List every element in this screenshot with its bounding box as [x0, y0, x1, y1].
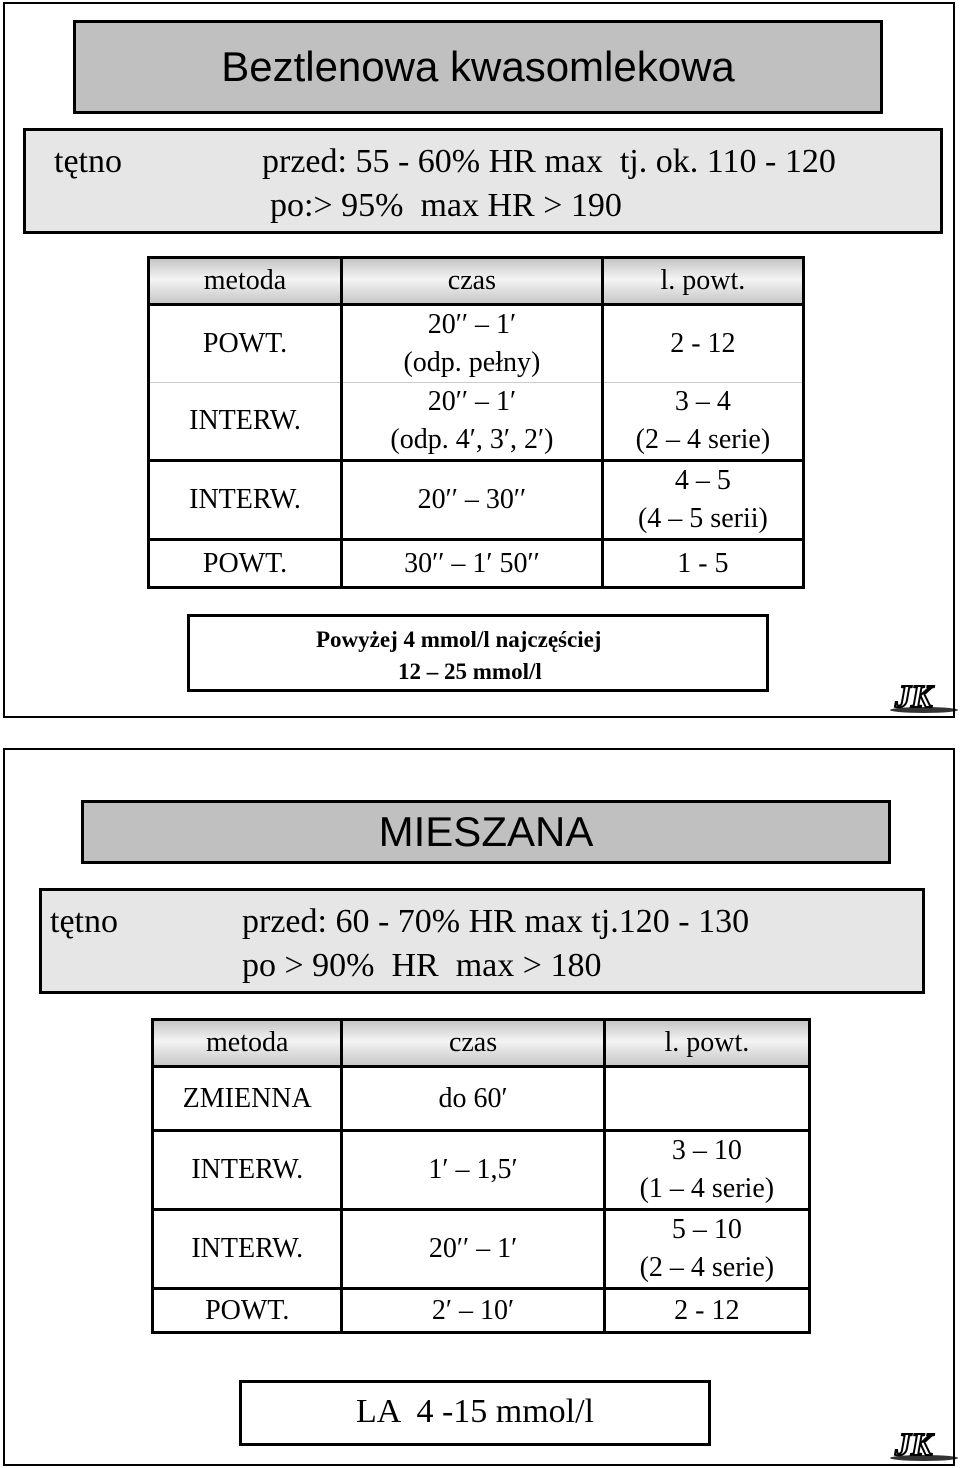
- header-time: czas: [342, 1020, 604, 1067]
- cell-reps: 2 - 12: [602, 305, 803, 383]
- slide-2-title: MIESZANA: [378, 808, 594, 855]
- header-method: metoda: [149, 258, 342, 305]
- cell-method: ZMIENNA: [153, 1067, 342, 1131]
- note-line-2: 12 – 25 mmol/l: [398, 659, 542, 684]
- pulse-before: przed: 55 - 60% HR max tj. ok. 110 - 120: [262, 143, 836, 180]
- cell-reps: 3 – 10 (1 – 4 serie): [604, 1131, 809, 1210]
- slide-2: [3, 748, 955, 1466]
- pulse-label: tętno: [50, 903, 118, 940]
- slide-2-title-box: [81, 800, 891, 864]
- slide-2-pulse-box: [39, 888, 925, 994]
- header-reps: l. powt.: [602, 258, 803, 305]
- cell-time: 30′′ – 1′ 50′′: [342, 540, 603, 588]
- cell-method: INTERW.: [149, 461, 342, 540]
- cell-reps: 2 - 12: [604, 1289, 809, 1333]
- slide-2-training-table: [151, 1018, 811, 1334]
- slide-1-training-table: [147, 256, 805, 589]
- cell-reps: 5 – 10 (2 – 4 serie): [604, 1210, 809, 1289]
- pulse-after: po:> 95% max HR > 190: [270, 187, 622, 224]
- slide-1-title: Beztlenowa kwasomlekowa: [221, 43, 735, 90]
- table-row: [149, 305, 804, 383]
- table-row: [149, 540, 804, 588]
- cell-method: INTERW.: [149, 383, 342, 461]
- cell-time: 20′′ – 1′ (odp. pełny): [342, 305, 603, 383]
- cell-method: INTERW.: [153, 1131, 342, 1210]
- cell-time: 2′ – 10′: [342, 1289, 604, 1333]
- slide-1-pulse-box: [23, 128, 943, 234]
- cell-reps: 4 – 5 (4 – 5 serii): [602, 461, 803, 540]
- cell-method: POWT.: [153, 1289, 342, 1333]
- cell-time: 20′′ – 1′: [342, 1210, 604, 1289]
- cell-time: do 60′: [342, 1067, 604, 1131]
- cell-time: 1′ – 1,5′: [342, 1131, 604, 1210]
- table-header-row: [149, 258, 804, 305]
- slide-1-note-box: [187, 614, 769, 692]
- cell-reps: [604, 1067, 809, 1131]
- slide-1-title-box: [73, 20, 883, 114]
- header-method: metoda: [153, 1020, 342, 1067]
- slide-1: [3, 2, 955, 718]
- note-line-1: LA 4 -15 mmol/l: [356, 1393, 594, 1430]
- cell-method: POWT.: [149, 305, 342, 383]
- table-header-row: [153, 1020, 810, 1067]
- jk-logo-icon: [889, 1426, 959, 1462]
- cell-time: 20′′ – 30′′: [342, 461, 603, 540]
- table-row: [149, 461, 804, 540]
- jk-logo-icon: [889, 678, 959, 714]
- table-row: [153, 1210, 810, 1289]
- header-reps: l. powt.: [604, 1020, 809, 1067]
- cell-reps: 3 – 4 (2 – 4 serie): [602, 383, 803, 461]
- logo-text: JK: [895, 678, 933, 714]
- cell-time: 20′′ – 1′ (odp. 4′, 3′, 2′): [342, 383, 603, 461]
- pulse-label: tętno: [54, 143, 122, 180]
- cell-method: POWT.: [149, 540, 342, 588]
- table-row: [149, 383, 804, 461]
- pulse-before: przed: 60 - 70% HR max tj.120 - 130: [242, 903, 750, 940]
- cell-method: INTERW.: [153, 1210, 342, 1289]
- table-row: [153, 1289, 810, 1333]
- slide-2-note-box: [239, 1380, 711, 1446]
- pulse-after: po > 90% HR max > 180: [242, 947, 602, 984]
- table-row: [153, 1067, 810, 1131]
- cell-reps: 1 - 5: [602, 540, 803, 588]
- note-line-1: Powyżej 4 mmol/l najczęściej: [316, 627, 602, 652]
- logo-text: JK: [895, 1426, 933, 1462]
- table-row: [153, 1131, 810, 1210]
- header-time: czas: [342, 258, 603, 305]
